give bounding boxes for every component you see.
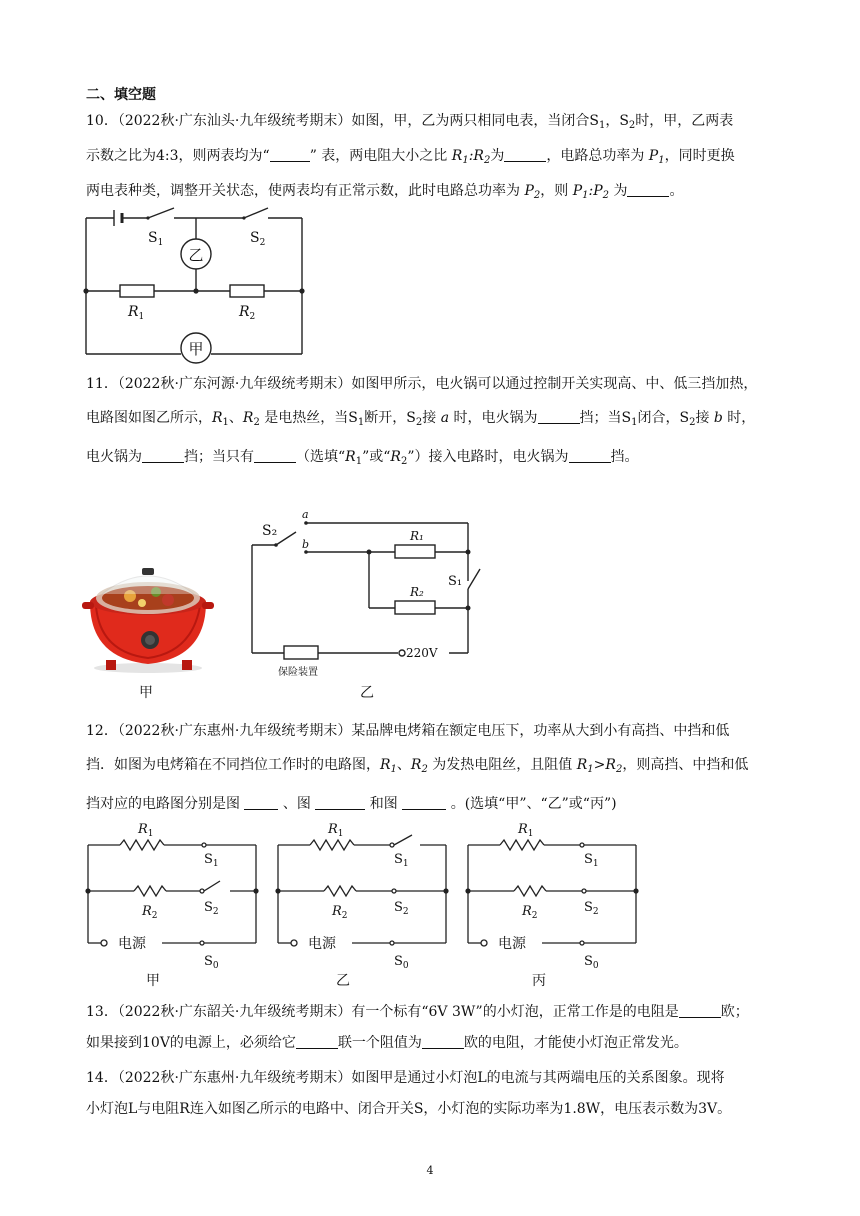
q11-fuse-label: 保险装置: [278, 667, 318, 678]
q12-circuit-yi: [270, 815, 456, 973]
q14-text1: 如图甲是通过小灯泡L的电流与其两端电压的关系图象。现将: [351, 1070, 725, 1086]
q11-voltage-label: 220V: [406, 646, 438, 660]
svg-text:S2: $S_2$: [250, 230, 266, 248]
q12-source: （2022秋·广东惠州·九年级统考期末）: [117, 723, 352, 739]
q13-text1: 有一个标有“6V 3W”的小灯泡，正常工作是的电阻是: [351, 1004, 679, 1020]
q10-s2-label: S: [250, 230, 260, 246]
q10-line2: 示数之比为4:3，则两表均为“: [86, 148, 270, 164]
svg-text:S2: $S_2$: [394, 900, 409, 917]
question-11-text: 11．（2022秋·广东河源·九年级统考期末）如图甲所示，电火锅可以通过控制开关实现高、中、低三挡加热， 电路图如图乙所示，$R_1$、$R_2$ 是电热丝，当$S_1$断开，$S_2$接 a 时，电火锅为 挡；当$S_1$闭合，$S_2$接 b 时， 电火锅为 挡；当只有 （选填“$R_1$”或“$R_2$”）接入电路时，电火锅为 挡。: [86, 376, 758, 467]
q12-caption-jia: 甲: [146, 973, 160, 989]
svg-text:S2: $S_2$: [204, 900, 219, 917]
q11-s1-label: S₁: [448, 574, 463, 589]
q11-terminal-a: a: [302, 508, 309, 521]
page-number: 4: [426, 1164, 434, 1177]
q11-circuit-diagram: [240, 505, 490, 683]
q14-number: 14．: [86, 1070, 118, 1086]
q11-r1-label: R₁: [410, 529, 424, 543]
q12-caption-bing: 丙: [532, 973, 546, 989]
question-14-text: [86, 1063, 776, 1125]
q14-text2: 小灯泡L与电阻R连入如图乙所示的电路中、闭合开关S，小灯泡的实际功率为1.8W，电压表示数为3V。: [86, 1101, 732, 1117]
svg-text:S1: $S_1$: [584, 852, 599, 869]
svg-text:R2: $R_2$: [332, 904, 348, 921]
q11-caption-jia: 甲: [139, 685, 153, 701]
q10-source: （2022秋·广东汕头·九年级统考期末）: [117, 113, 352, 129]
svg-text:R2: $R_2$: [142, 904, 158, 921]
svg-text:R1: $R_1$: [328, 822, 344, 839]
q12-bing-power-label: 电源: [498, 936, 526, 952]
q11-number: 11．: [86, 376, 118, 392]
q11-source: （2022秋·广东河源·九年级统考期末）: [117, 376, 352, 392]
svg-text:S0: $S_0$: [204, 954, 219, 971]
svg-text:S0: $S_0$: [584, 954, 599, 971]
q13-number: 13．: [86, 1004, 118, 1020]
question-10-text: 10．（2022秋·广东汕头·九年级统考期末）如图，甲，乙为两只相同电表，当闭合$S_1$，$S_2$时，甲，乙两表 示数之比为4:3，则两表均为“ ” 表，两电阻大小之比 $R_1:R_2$为 ，电路总功率为 $P_1$，同时更换 两电表种类，调整开关状态，使两表均有正常示数，此时电路总功率为 $P_2$，则 $P_1:P_2$ 为 。: [86, 113, 735, 201]
q10-meter-yi: 乙: [188, 246, 204, 264]
svg-text:S1: $S_1$: [394, 852, 409, 869]
svg-text:S1: $S_1$: [148, 230, 164, 248]
q10-s1-label: S: [148, 230, 158, 246]
q11-s2-label: S₂: [262, 523, 278, 539]
q10-number: 10．: [86, 113, 118, 129]
q12-circuit-jia: [80, 815, 266, 973]
q12-number: 12．: [86, 723, 118, 739]
svg-text:S0: $S_0$: [394, 954, 409, 971]
q13-text2: 如果接到10V的电源上，必须给它: [86, 1035, 296, 1051]
hot-pot-image: [82, 558, 214, 676]
q14-source: （2022秋·广东惠州·九年级统考期末）: [117, 1070, 352, 1086]
q10-meter-jia: 甲: [188, 340, 204, 358]
q10-line3: 两电表种类，调整开关状态，使两表均有正常示数，此时电路总功率为: [86, 183, 520, 199]
q10-line1: 如图，甲，乙为两只相同电表，当闭合S: [351, 113, 599, 129]
q11-text1: 如图甲所示，电火锅可以通过控制开关实现高、中、低三挡加热，: [351, 376, 758, 392]
q11-r2-label: R₂: [410, 585, 424, 599]
svg-text:S2: $S_2$: [584, 900, 599, 917]
q12-circuit-bing: [460, 815, 646, 973]
q10-r1-label: R: [128, 304, 139, 320]
svg-text:R1: $R_1$: [138, 822, 154, 839]
q12-yi-power-label: 电源: [308, 936, 336, 952]
q12-text1: 某品牌电烤箱在额定电压下，功率从大到小有高挡、中挡和低: [351, 723, 730, 739]
svg-text:R1: $R_1$: [128, 304, 145, 322]
q10-r2-label: R: [239, 304, 250, 320]
q10-circuit-diagram: [78, 204, 318, 366]
q13-source: （2022秋·广东韶关·九年级统考期末）: [117, 1004, 352, 1020]
svg-text:R2: $R_2$: [239, 304, 256, 322]
svg-text:S1: $S_1$: [204, 852, 219, 869]
q11-terminal-b: b: [302, 538, 310, 551]
q12-caption-yi: 乙: [336, 973, 350, 989]
question-12-text: 12．（2022秋·广东惠州·九年级统考期末）某品牌电烤箱在额定电压下，功率从大到小有高挡、中挡和低 挡．如图为电烤箱在不同挡位工作时的电路图，$R_1$、$R_2$ 为发热电阻丝，且阻值 $R_1>R_2$，则高挡、中挡和低 挡对应的电路图分别是图 、图 和图 。(选填“甲”、“乙”或“丙”): [86, 723, 749, 812]
section-title: 二、填空题: [86, 87, 156, 103]
svg-text:R2: $R_2$: [522, 904, 538, 921]
question-13-text: 13．（2022秋·广东韶关·九年级统考期末）有一个标有“6V 3W”的小灯泡，正常工作是的电阻是 欧； 如果接到10V的电源上，必须给它 联一个阻值为 欧的电阻，才能使小灯泡正常发光。: [86, 1004, 749, 1051]
q11-caption-yi: 乙: [360, 685, 374, 701]
q12-jia-power-label: 电源: [118, 936, 146, 952]
svg-text:R1: $R_1$: [518, 822, 534, 839]
